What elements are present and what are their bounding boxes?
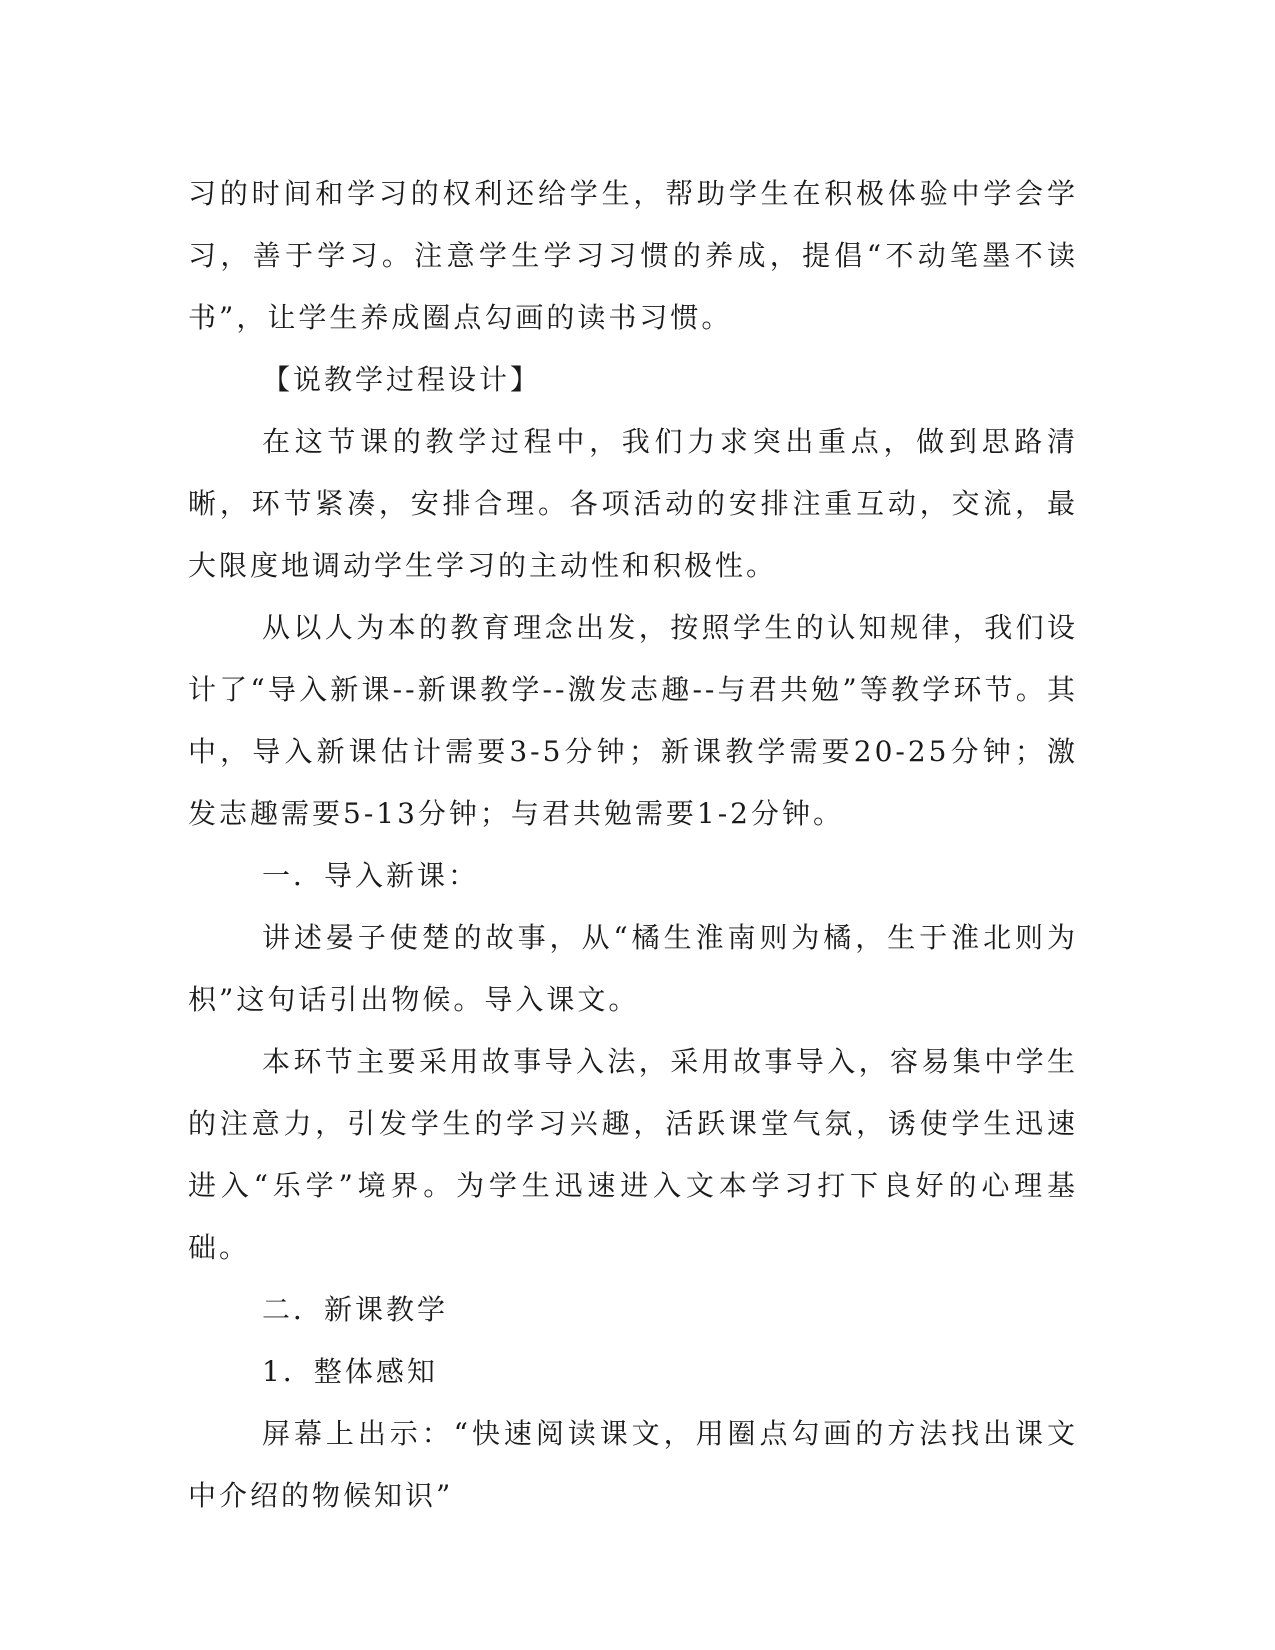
document-body xyxy=(188,163,1078,1527)
paragraph-story-intro: 讲述晏子使楚的故事，从“橘生淮南则为橘，生于淮北则为枳”这句话引出物候。导入课文。 xyxy=(188,921,1078,1016)
heading-introduce-lesson: 一．导入新课： xyxy=(262,859,480,892)
paragraph-continuation: 习的时间和学习的权利还给学生，帮助学生在积极体验中学会学习，善于学习。注意学生学习习惯的养成，提倡“不动笔墨不读书”，让学生养成圈点勾画的读书习惯。 xyxy=(188,177,1078,334)
paragraph-screen-instruction: 屏幕上出示：“快速阅读课文，用圈点勾画的方法找出课文中介绍的物候知识” xyxy=(188,1417,1078,1512)
heading-new-lesson: 二．新课教学 xyxy=(262,1293,449,1326)
paragraph-process-overview: 在这节课的教学过程中，我们力求突出重点，做到思路清晰，环节紧凑，安排合理。各项活动的安排注重互动，交流，最大限度地调动学生学习的主动性和积极性。 xyxy=(188,425,1078,582)
paragraph-story-method: 本环节主要采用故事导入法，采用故事导入，容易集中学生的注意力，引发学生的学习兴趣，活跃课堂气氛，诱使学生迅速进入“乐学”境界。为学生迅速进入文本学习打下良好的心理基础。 xyxy=(188,1045,1078,1264)
section-heading-process-design: 【说教学过程设计】 xyxy=(262,363,542,396)
heading-overall-perception: 1．整体感知 xyxy=(262,1355,438,1388)
paragraph-teaching-stages: 从以人为本的教育理念出发，按照学生的认知规律，我们设计了“导入新课--新课教学--激发志趣--与君共勉”等教学环节。其中，导入新课估计需要3-5分钟；新课教学需要20-25分钟；激发志趣需要5-13分钟；与君共勉需要1-2分钟。 xyxy=(188,611,1078,830)
